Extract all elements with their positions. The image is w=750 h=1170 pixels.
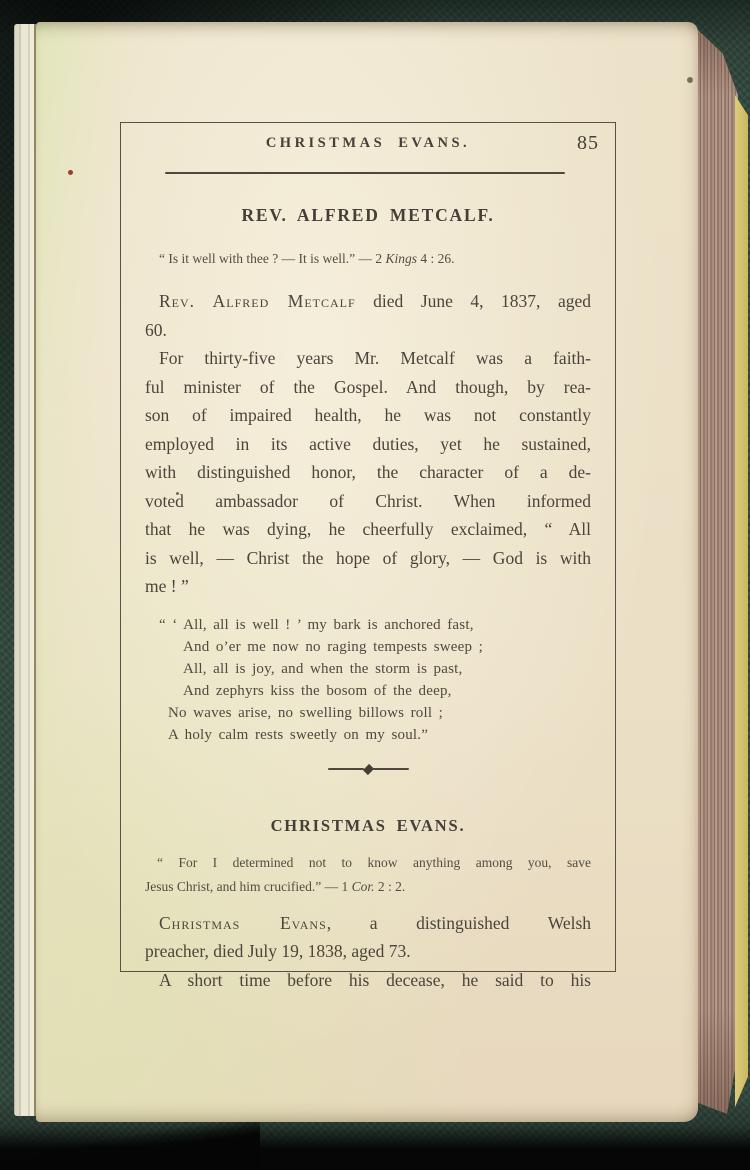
epigraph-metcalf xyxy=(145,247,591,270)
text-line-rest: died June 4, 1837, aged xyxy=(355,291,591,312)
section-divider xyxy=(145,765,591,774)
divider-bar xyxy=(373,768,409,770)
text-line xyxy=(145,909,591,938)
epigraph-line xyxy=(145,875,591,899)
text-line: voted ambassador of Christ. When informed xyxy=(145,490,591,511)
text-line: that he was dying, he cheerfully exclaimed, “ All xyxy=(145,519,591,540)
memoir-title-evans: CHRISTMAS EVANS. xyxy=(270,815,466,835)
text-line: preacher, died July 19, 1838, aged 73. xyxy=(145,941,411,962)
text-line xyxy=(145,287,591,316)
poem-line: “ ‘ All, all is well ! ’ my bark is anchored fast, xyxy=(159,616,474,633)
divider-diamond-icon xyxy=(362,764,373,775)
divider-bar xyxy=(328,768,364,770)
poem-line: And o’er me now no raging tempests sweep ; xyxy=(183,638,484,655)
memoir-title-metcalf: REV. ALFRED METCALF. xyxy=(241,205,495,226)
book-page xyxy=(36,22,698,1122)
page-header xyxy=(145,132,599,157)
epigraph-ref: 4 : 26. xyxy=(416,251,455,267)
printed-border-frame xyxy=(120,122,616,990)
text-line-rest: , a distinguished Welsh xyxy=(326,912,592,933)
text-line: For thirty-five years Mr. Metcalf was a faith- xyxy=(159,348,591,369)
epigraph-ref: 2 : 2. xyxy=(374,878,406,894)
text-line: is well, — Christ the hope of glory, — God is with xyxy=(145,547,591,568)
paragraph-metcalf-2 xyxy=(145,344,591,601)
header-rule xyxy=(165,172,565,174)
poem-line: And zephyrs kiss the bosom of the deep, xyxy=(183,682,452,699)
text-line: with distinguished honor, the character of a de- xyxy=(145,462,591,483)
left-page-edges xyxy=(14,24,36,1116)
text-line: 60. xyxy=(145,319,167,340)
poem-line: No waves arise, no swelling billows roll ; xyxy=(168,704,444,721)
name-smallcaps: Rev. Alfred Metcalf xyxy=(159,291,356,312)
page-number: 85 xyxy=(577,132,599,154)
poem-metcalf xyxy=(159,614,591,746)
paragraph-evans-1 xyxy=(145,909,591,995)
text-line: me ! ” xyxy=(145,576,189,597)
cover-corner-shadow xyxy=(0,1118,260,1170)
epigraph-text: “ Is it well with thee ? — It is well.” — 2 xyxy=(159,251,386,267)
paper-speck xyxy=(68,170,73,175)
text-line: employed in its active duties, yet he sustained, xyxy=(145,433,591,454)
paragraph-metcalf-1 xyxy=(145,287,591,344)
epigraph-book: Cor. xyxy=(351,878,375,894)
running-header: CHRISTMAS EVANS. xyxy=(265,135,471,151)
text-line: A short time before his decease, he said to his xyxy=(159,969,591,990)
epigraph-text: Jesus Christ, and him crucified.” — 1 xyxy=(145,878,352,894)
epigraph-line: “ For I determined not to know anything among you, save xyxy=(157,854,591,870)
text-line: son of impaired health, he was not constantly xyxy=(145,405,591,426)
epigraph-evans xyxy=(145,851,591,899)
epigraph-book: Kings xyxy=(385,251,417,267)
paper-speck xyxy=(687,77,693,83)
right-page-edge-stack xyxy=(698,30,738,1118)
fore-edge-strip xyxy=(735,95,748,1107)
poem-line: A holy calm rests sweetly on my soul.” xyxy=(168,726,429,743)
poem-line: All, all is joy, and when the storm is past, xyxy=(183,660,463,677)
text-line: ful minister of the Gospel. And though, by rea- xyxy=(145,376,591,397)
name-smallcaps: Christmas Evans xyxy=(159,912,327,933)
